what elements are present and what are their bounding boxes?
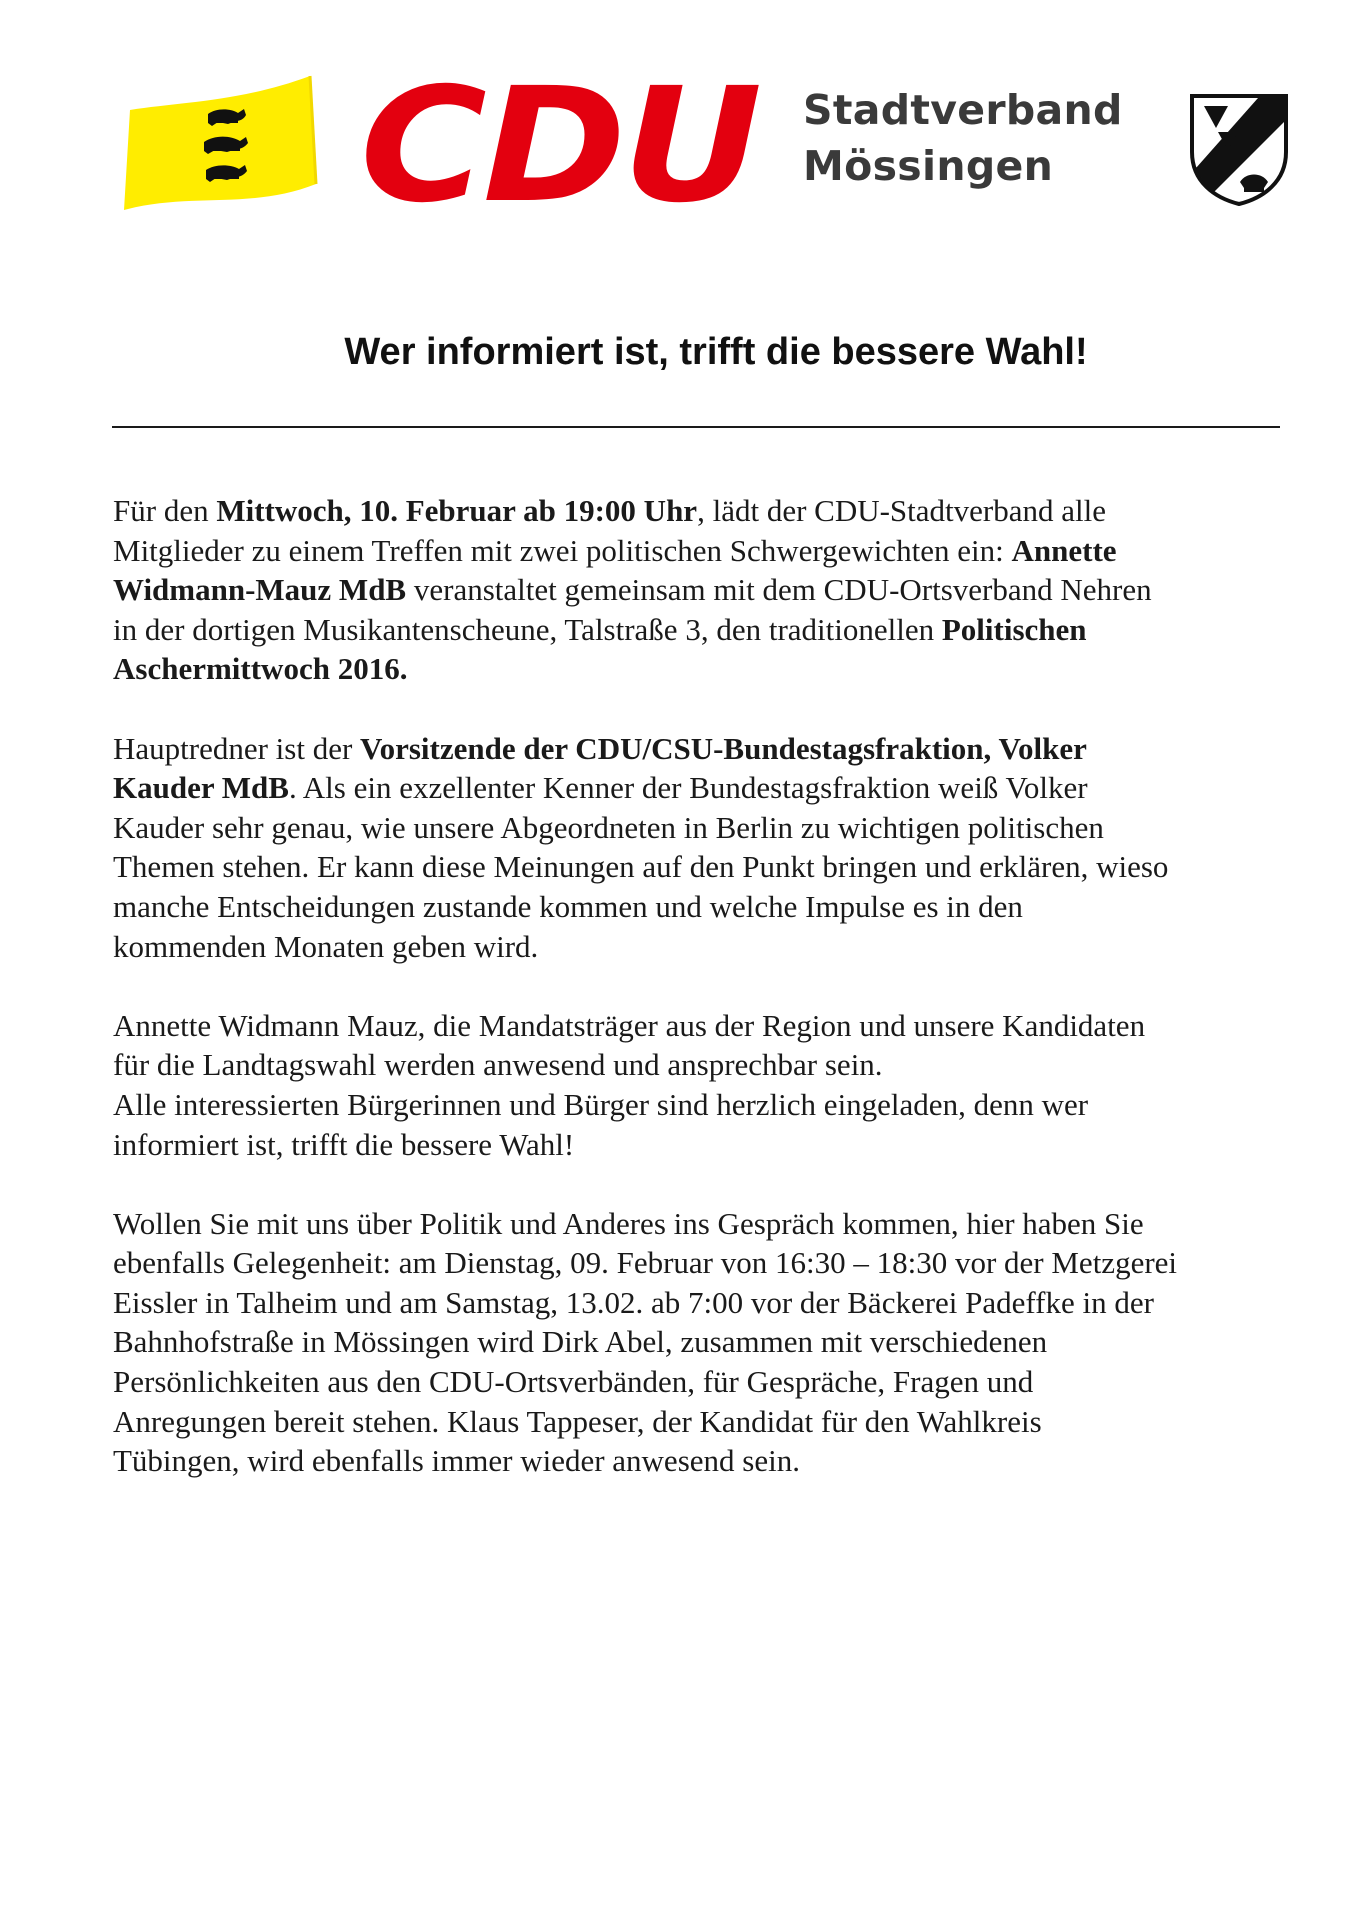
text-line <box>113 531 1293 571</box>
moessingen-coat-of-arms-icon <box>1188 92 1290 207</box>
text-run: Für den <box>113 493 217 528</box>
text-run: Kauder sehr genau, wie unsere Abgeordneten in Berlin zu wichtigen politischen <box>113 809 1104 845</box>
organization-name-line2: Mössingen <box>803 142 1054 190</box>
text-run: Annette Widmann Mauz, die Mandatsträger aus der Region und unsere Kandidaten <box>113 1007 1146 1043</box>
text-line <box>113 649 1293 689</box>
text-run: , lädt der CDU-Stadtverband alle <box>697 493 1106 528</box>
cdu-logo-text: CDU <box>360 78 759 208</box>
text-line <box>113 1283 1293 1323</box>
text-run: Bahnhofstraße in Mössingen wird Dirk Abel, zusammen mit verschiedenen <box>113 1324 1048 1360</box>
cdu-logo <box>360 78 760 208</box>
letterhead <box>0 0 1356 230</box>
text-run: Hauptredner ist der <box>113 730 361 766</box>
text-line <box>113 570 1293 610</box>
bold-text: Widmann-Mauz MdB <box>113 572 407 608</box>
text-line <box>113 729 1293 769</box>
organization-name-line1: Stadtverband <box>803 86 1123 134</box>
title-divider <box>112 426 1280 428</box>
text-line <box>113 927 1293 967</box>
text-run: Tübingen, wird ebenfalls immer wieder anwesend sein. <box>113 1443 800 1479</box>
text-run: manche Entscheidungen zustande kommen und welche Impulse es in den <box>113 888 1023 924</box>
text-line <box>113 610 1293 650</box>
text-line <box>113 1085 1293 1125</box>
text-line <box>113 1441 1293 1481</box>
paragraph-1 <box>113 491 1293 689</box>
text-line <box>113 1204 1293 1244</box>
text-run: Themen stehen. Er kann diese Meinungen auf den Punkt bringen und erklären, wieso <box>113 849 1169 885</box>
text-line <box>113 1402 1293 1442</box>
bold-text: Annette <box>1011 532 1117 568</box>
text-line <box>113 1243 1293 1283</box>
text-line <box>113 887 1293 927</box>
text-line <box>113 491 1293 531</box>
text-run: informiert ist, trifft die bessere Wahl! <box>113 1126 575 1162</box>
text-line <box>113 847 1293 887</box>
paragraph-4 <box>113 1204 1293 1481</box>
organization-name <box>803 82 1123 194</box>
bold-text: Politischen <box>941 611 1087 647</box>
text-line <box>113 1045 1293 1085</box>
text-run: Mitglieder zu einem Treffen mit zwei politischen Schwergewichten ein: <box>113 532 1012 568</box>
text-run: ebenfalls Gelegenheit: am Dienstag, 09. Februar von 16:30 – 18:30 vor der Metzgerei <box>113 1245 1178 1281</box>
text-run: für die Landtagswahl werden anwesend und ansprechbar sein. <box>113 1047 883 1083</box>
text-line <box>113 1322 1293 1362</box>
text-run: in der dortigen Musikantenscheune, Talstraße 3, den traditionellen <box>113 611 942 647</box>
text-run: Alle interessierten Bürgerinnen und Bürger sind herzlich eingeladen, denn wer <box>113 1086 1089 1122</box>
text-line <box>113 1006 1293 1046</box>
text-line <box>113 768 1293 808</box>
text-run: Persönlichkeiten aus den CDU-Ortsverbänden, für Gespräche, Fragen und <box>113 1364 1034 1400</box>
page-title: Wer informiert ist, trifft die bessere Wahl! <box>344 331 1088 373</box>
paragraph-2 <box>113 729 1293 967</box>
bold-text: Vorsitzende der CDU/CSU-Bundestagsfraktion, Volker <box>360 730 1087 766</box>
bold-text: Kauder MdB <box>113 770 289 806</box>
baden-wuerttemberg-flag-icon <box>120 72 325 212</box>
text-run: kommenden Monaten geben wird. <box>113 928 539 964</box>
text-line <box>113 808 1293 848</box>
body-text <box>113 491 1293 1520</box>
text-run: . Als ein exzellenter Kenner der Bundestagsfraktion weiß Volker <box>288 770 1088 806</box>
bold-text: Aschermittwoch 2016. <box>113 651 408 687</box>
bold-text: Mittwoch, 10. Februar ab 19:00 Uhr <box>216 493 698 528</box>
paragraph-3 <box>113 1006 1293 1164</box>
text-run: Wollen Sie mit uns über Politik und Anderes ins Gespräch kommen, hier haben Sie <box>113 1205 1144 1241</box>
text-run: veranstaltet gemeinsam mit dem CDU-Ortsverband Nehren <box>406 572 1152 608</box>
text-run: Eissler in Talheim und am Samstag, 13.02. ab 7:00 vor der Bäckerei Padeffke in der <box>113 1284 1154 1320</box>
text-line <box>113 1125 1293 1165</box>
text-run: Anregungen bereit stehen. Klaus Tappeser, der Kandidat für den Wahlkreis <box>113 1403 1042 1439</box>
text-line <box>113 1362 1293 1402</box>
